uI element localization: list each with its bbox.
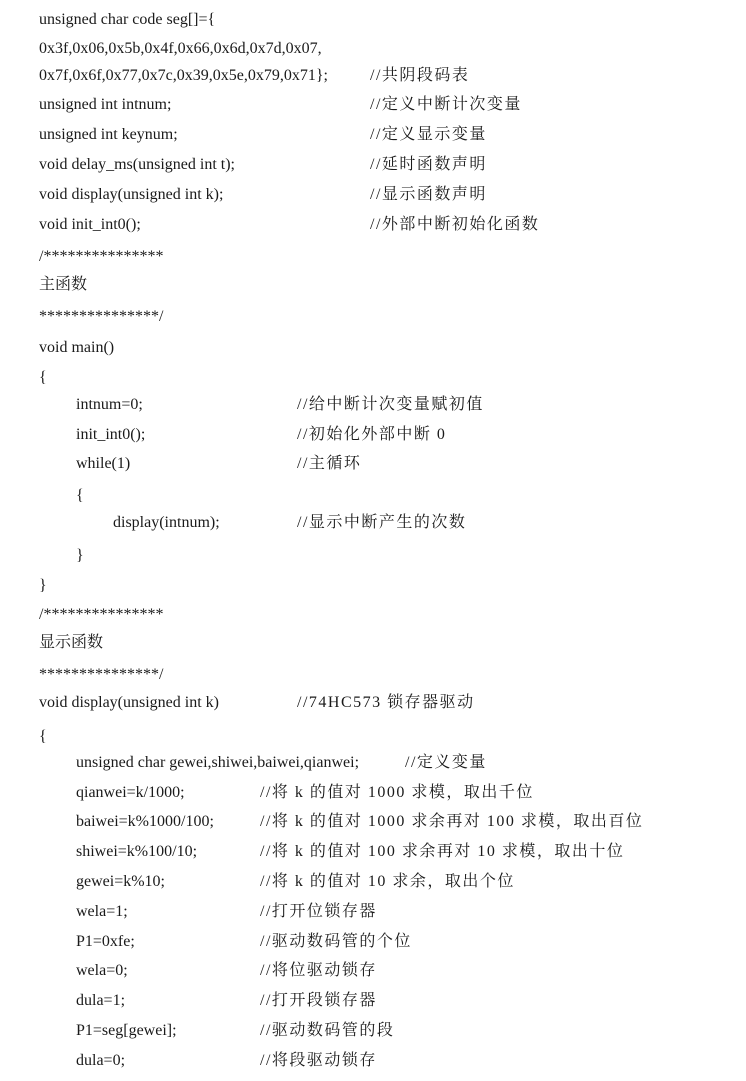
- code-line: [0, 662, 746, 688]
- code-line: [0, 573, 746, 599]
- code-comment: //打开位锁存器: [260, 903, 377, 920]
- code-comment: //将 k 的值对 100 求余再对 10 求模，取出十位: [260, 843, 625, 860]
- code-line: [0, 92, 746, 118]
- code-text: {: [76, 487, 84, 504]
- code-text: }: [39, 577, 47, 594]
- code-line: [0, 122, 746, 148]
- code-text: wela=0;: [76, 962, 128, 979]
- code-line: [0, 958, 746, 984]
- code-line: [0, 392, 746, 418]
- code-comment: //驱动数码管的个位: [260, 933, 412, 950]
- code-text: ***************/: [39, 666, 164, 683]
- code-text: unsigned int keynum;: [39, 126, 178, 143]
- code-comment: //共阴段码表: [370, 67, 470, 84]
- code-text: 0x3f,0x06,0x5b,0x4f,0x66,0x6d,0x7d,0x07,: [39, 40, 322, 57]
- code-line: [0, 422, 746, 448]
- code-comment: //将 k 的值对 10 求余，取出个位: [260, 873, 515, 890]
- code-text: /***************: [39, 248, 164, 265]
- code-line: [0, 272, 746, 298]
- code-line: [0, 899, 746, 925]
- code-comment: //给中断计次变量赋初值: [297, 396, 484, 413]
- code-text: {: [39, 369, 47, 386]
- code-comment: //定义显示变量: [370, 126, 487, 143]
- code-text: display(intnum);: [113, 514, 220, 531]
- code-line: [0, 483, 746, 509]
- code-text: 0x7f,0x6f,0x77,0x7c,0x39,0x5e,0x79,0x71};: [39, 67, 328, 84]
- code-text: void display(unsigned int k);: [39, 186, 224, 203]
- code-line: [0, 63, 746, 89]
- code-line: [0, 304, 746, 330]
- code-line: [0, 152, 746, 178]
- code-text: }: [76, 547, 84, 564]
- code-comment: //显示中断产生的次数: [297, 514, 467, 531]
- code-comment: //将位驱动锁存: [260, 962, 377, 979]
- code-text: gewei=k%10;: [76, 873, 165, 890]
- code-line: [0, 929, 746, 955]
- code-comment: //将 k 的值对 1000 求模，取出千位: [260, 784, 534, 801]
- code-text: {: [39, 728, 47, 745]
- code-line: [0, 780, 746, 806]
- code-line: [0, 839, 746, 865]
- code-text: void main(): [39, 339, 115, 356]
- code-line: [0, 36, 746, 62]
- code-comment: //74HC573 锁存器驱动: [297, 694, 475, 711]
- code-line: [0, 212, 746, 238]
- code-comment: //驱动数码管的段: [260, 1022, 395, 1039]
- code-line: [0, 1048, 746, 1074]
- code-line: [0, 335, 746, 361]
- code-line: [0, 244, 746, 270]
- code-line: [0, 510, 746, 536]
- code-line: [0, 365, 746, 391]
- code-comment: //外部中断初始化函数: [370, 216, 540, 233]
- code-comment: //定义中断计次变量: [370, 96, 522, 113]
- code-line: [0, 543, 746, 569]
- code-comment: //将段驱动锁存: [260, 1052, 377, 1069]
- code-comment: //定义变量: [405, 754, 487, 771]
- code-text: unsigned int intnum;: [39, 96, 172, 113]
- code-text: 显示函数: [39, 634, 104, 651]
- code-line: [0, 7, 746, 33]
- code-text: unsigned char code seg[]={: [39, 11, 216, 28]
- code-line: [0, 750, 746, 776]
- code-line: [0, 630, 746, 656]
- code-text: void delay_ms(unsigned int t);: [39, 156, 235, 173]
- code-text: ***************/: [39, 308, 164, 325]
- code-line: [0, 182, 746, 208]
- code-line: [0, 809, 746, 835]
- code-text: shiwei=k%100/10;: [76, 843, 198, 860]
- code-comment: //主循环: [297, 455, 362, 472]
- code-comment: //初始化外部中断 0: [297, 426, 447, 443]
- code-text: baiwei=k%1000/100;: [76, 813, 214, 830]
- code-line: [0, 869, 746, 895]
- code-text: void display(unsigned int k): [39, 694, 219, 711]
- code-line: [0, 602, 746, 628]
- code-text: P1=seg[gewei];: [76, 1022, 177, 1039]
- code-comment: //显示函数声明: [370, 186, 487, 203]
- code-text: qianwei=k/1000;: [76, 784, 185, 801]
- code-text: P1=0xfe;: [76, 933, 135, 950]
- code-comment: //延时函数声明: [370, 156, 487, 173]
- code-text: dula=0;: [76, 1052, 126, 1069]
- code-line: [0, 1018, 746, 1044]
- code-text: while(1): [76, 455, 131, 472]
- code-text: init_int0();: [76, 426, 146, 443]
- code-text: dula=1;: [76, 992, 126, 1009]
- code-comment: //将 k 的值对 1000 求余再对 100 求模，取出百位: [260, 813, 644, 830]
- code-comment: //打开段锁存器: [260, 992, 377, 1009]
- code-text: /***************: [39, 606, 164, 623]
- code-text: unsigned char gewei,shiwei,baiwei,qianwei;: [76, 754, 360, 771]
- code-line: [0, 451, 746, 477]
- code-text: wela=1;: [76, 903, 128, 920]
- code-line: [0, 988, 746, 1014]
- code-text: 主函数: [39, 276, 88, 293]
- code-line: [0, 690, 746, 716]
- code-text: void init_int0();: [39, 216, 141, 233]
- code-line: [0, 724, 746, 750]
- code-text: intnum=0;: [76, 396, 143, 413]
